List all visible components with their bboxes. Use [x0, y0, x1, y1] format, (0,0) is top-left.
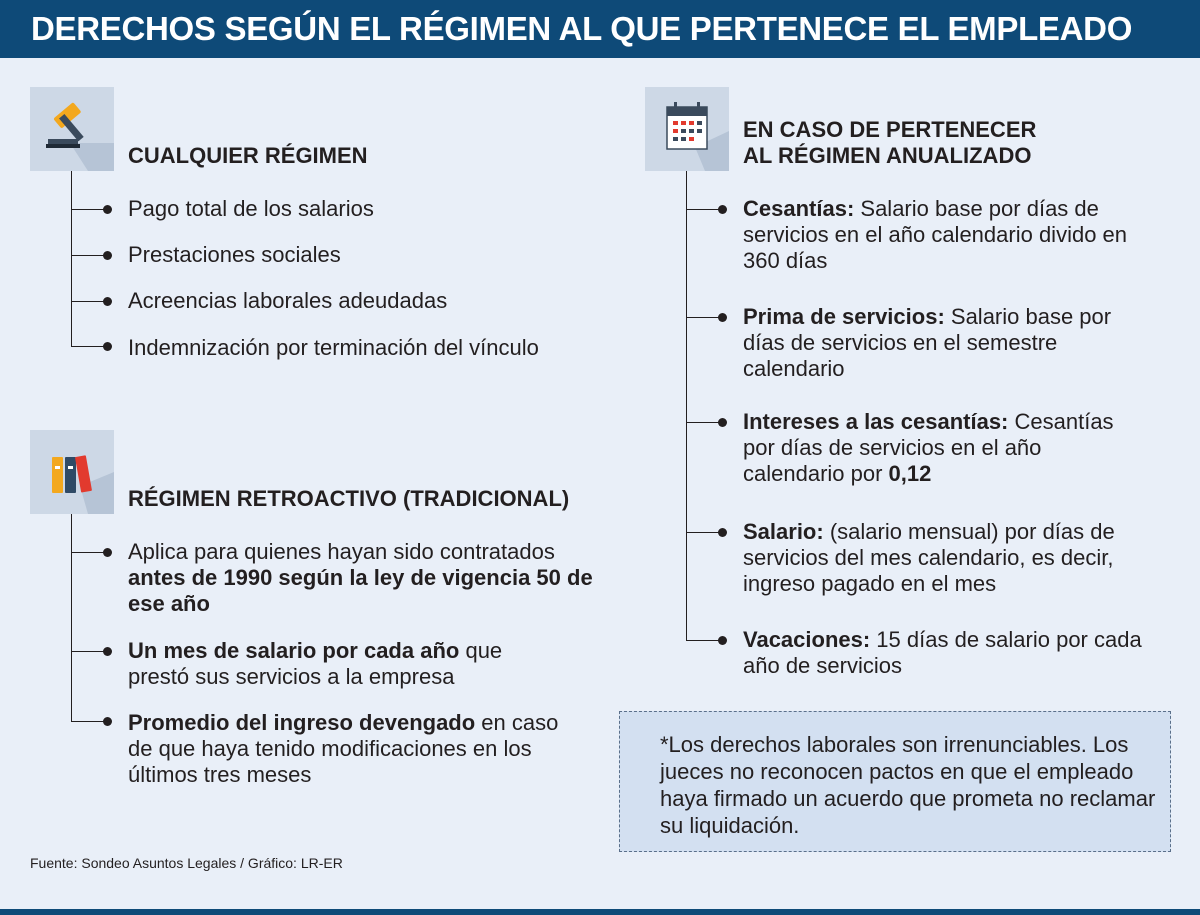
connector-line — [686, 171, 687, 640]
bullet-dot — [103, 647, 112, 656]
section-title-retroactive: RÉGIMEN RETROACTIVO (TRADICIONAL) — [128, 486, 570, 511]
bullet-dot — [103, 205, 112, 214]
binders-icon — [30, 430, 114, 514]
header-bar — [0, 0, 1200, 58]
connector-line — [71, 171, 72, 346]
connector-line — [71, 514, 72, 721]
list-item: Salario: (salario mensual) por días de servicios del mes calendario, es decir, ingreso pagado en el mes — [743, 519, 1115, 596]
list-item: Prestaciones sociales — [128, 242, 341, 267]
disclaimer-note-box — [619, 711, 1171, 852]
bullet-dot — [103, 342, 112, 351]
list-item: Un mes de salario por cada año que prestó sus servicios a la empresa — [128, 638, 503, 689]
list-item: Cesantías: Salario base por días de servicios en el año calendario divido en 360 días — [743, 196, 1128, 273]
disclaimer-note-text: *Los derechos laborales son irrenunciables. Los jueces no reconocen pactos en que el empleado haya firmado un acuerdo que prometa no reclamar su liquidación. — [660, 732, 1156, 838]
list-item: Promedio del ingreso devengado en caso de que haya tenido modificaciones en los últimos tres meses — [128, 710, 559, 787]
gavel-icon — [30, 87, 114, 171]
bullet-dot — [103, 548, 112, 557]
bullet-dot — [718, 418, 727, 427]
bullet-dot — [718, 528, 727, 537]
list-item: Aplica para quienes hayan sido contratados antes de 1990 según la ley de vigencia 50 de ese año — [128, 539, 593, 616]
bullet-dot — [718, 205, 727, 214]
list-item: Indemnización por terminación del vínculo — [128, 335, 539, 360]
source-credit: Fuente: Sondeo Asuntos Legales / Gráfico: LR-ER — [30, 855, 343, 871]
bullet-dot — [103, 717, 112, 726]
bullet-dot — [718, 636, 727, 645]
footer-bar — [0, 909, 1200, 915]
list-item: Pago total de los salarios — [128, 196, 374, 221]
list-item: Vacaciones: 15 días de salario por cada año de servicios — [743, 627, 1142, 678]
bullet-dot — [103, 297, 112, 306]
section-title-any-regime: CUALQUIER RÉGIMEN — [128, 143, 368, 168]
list-item: Intereses a las cesantías: Cesantías por días de servicios en el año calendario por 0,12 — [743, 409, 1114, 486]
gavel-icon-box — [30, 87, 114, 171]
calendar-icon-box — [645, 87, 729, 171]
bullet-dot — [718, 313, 727, 322]
section-title-annualized: EN CASO DE PERTENECER AL RÉGIMEN ANUALIZADO — [743, 117, 1037, 168]
bullet-dot — [103, 251, 112, 260]
list-item: Acreencias laborales adeudadas — [128, 288, 448, 313]
list-item: Prima de servicios: Salario base por días de servicios en el semestre calendario — [743, 304, 1112, 381]
calendar-icon — [645, 87, 729, 171]
binders-icon-box — [30, 430, 114, 514]
page-title: DERECHOS SEGÚN EL RÉGIMEN AL QUE PERTENECE EL EMPLEADO — [31, 10, 1133, 47]
